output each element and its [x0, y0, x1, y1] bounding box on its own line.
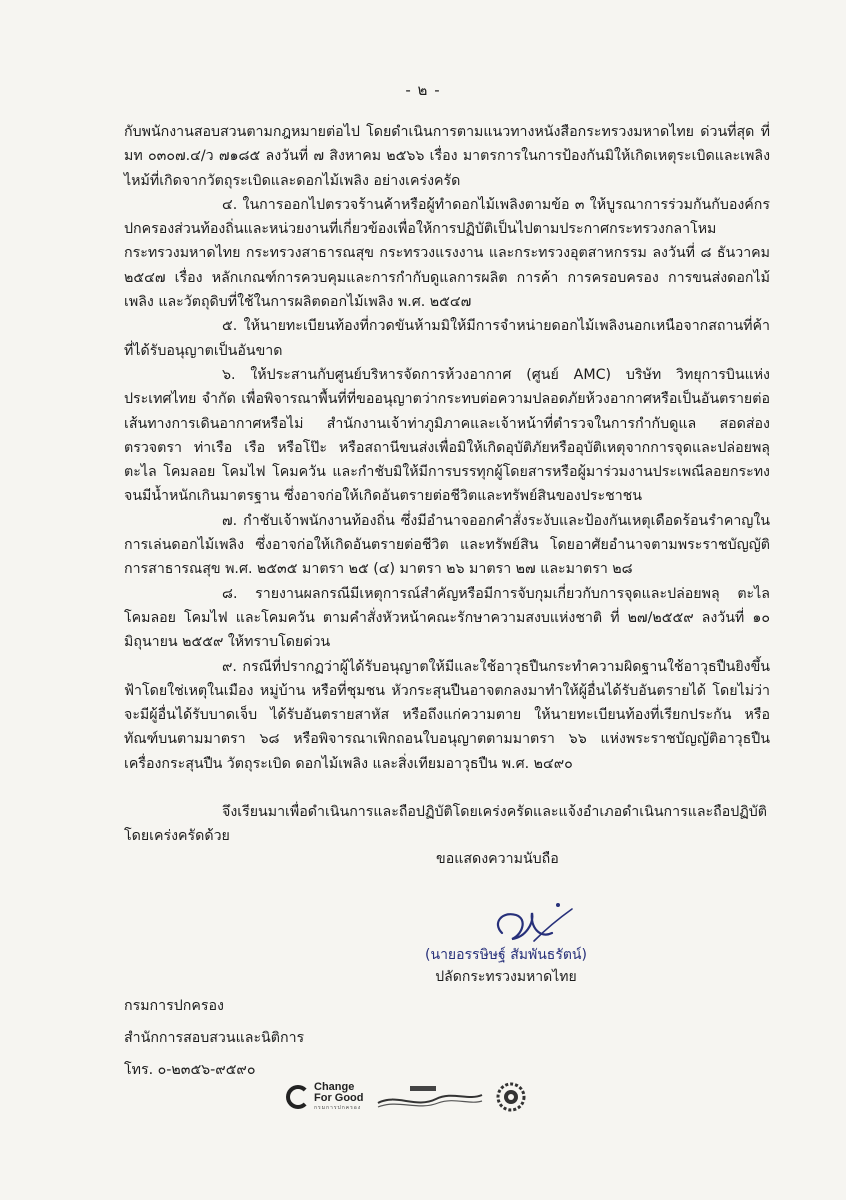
- wave-logo-icon: [376, 1083, 484, 1111]
- paragraph-continuation: กับพนักงานสอบสวนตามกฎหมายต่อไป โดยดำเนินการตามแนวทางหนังสือกระทรวงมหาดไทย ด่วนที่สุด ที่ มท ๐๓๐๗.๔/ว ๗๑๘๕ ลงวันที่ ๗ สิงหาคม ๒๕๖๖ เรื่อง มาตรการในการป้องกันมิให้เกิดเหตุระเบิดและเพลิงไหม้ที่เกิดจากวัตถุระเบิดและดอกไม้เพลิง อย่างเคร่งครัด: [124, 124, 770, 189]
- paragraph-item-4: ๔. ในการออกไปตรวจร้านค้าหรือผู้ทำดอกไม้เพลิงตามข้อ ๓ ให้บูรณาการร่วมกันกับองค์กรปกครองส่วนท้องถิ่นและหน่วยงานที่เกี่ยวข้องเพื่อให้การปฏิบัติเป็นไปตามประกาศกระทรวงกลาโหม กระทรวงมหาดไทย กระทรวงสาธารณสุข กระทรวงแรงงาน และกระทรวงอุตสาหกรรม ลงวันที่ ๘ ธันวาคม ๒๕๔๗ เรื่อง หลักเกณฑ์การควบคุมและการกำกับดูแลการผลิต การค้า การครอบครอง การขนส่งดอกไม้เพลิง และวัตถุดิบที่ใช้ในการผลิตดอกไม้เพลิง พ.ศ. ๒๕๔๗: [124, 196, 770, 311]
- paragraph-item-8: ๘. รายงานผลกรณีมีเหตุการณ์สำคัญหรือมีการจับกุมเกี่ยวกับการจุดและปล่อยพลุ ตะไล โคมลอย โคมไฟ และโคมควัน ตามคำสั่งหัวหน้าคณะรักษาความสงบแห่งชาติ ที่ ๒๗/๒๕๕๙ ลงวันที่ ๑๐ มิถุนายน ๒๕๕๙ ให้ทราบโดยด่วน: [124, 585, 770, 651]
- paragraph-item-9: ๙. กรณีที่ปรากฏว่าผู้ได้รับอนุญาตให้มีและใช้อาวุธปืนกระทำความผิดฐานใช้อาวุธปืนยิงขึ้นฟ้าโดยใช่เหตุในเมือง หมู่บ้าน หรือที่ชุมชน หัวกระสุนปืนอาจตกลงมาทำให้ผู้อื่นได้รับอันตรายได้ โดยไม่ว่าจะมีผู้อื่นได้รับบาดเจ็บ ได้รับอันตรายสาหัส หรือถึงแก่ความตาย ให้นายทะเบียนท้องที่เรียกประกัน หรือทัณฑ์บนตามมาตรา ๖๘ หรือพิจารณาเพิกถอนใบอนุญาตตามมาตรา ๖๖ แห่งพระราชบัญญัติอาวุธปืน เครื่องกระสุนปืน วัตถุระเบิด ดอกไม้เพลิง และสิ่งเทียมอาวุธปืน พ.ศ. ๒๔๙๐: [124, 658, 770, 772]
- page-number: - ๒ -: [405, 81, 441, 99]
- signer-name: (นายอรรษิษฐ์ สัมพันธรัตน์): [425, 947, 587, 963]
- department-office: สำนักการสอบสวนและนิติการ: [124, 1030, 305, 1046]
- seal-logo-icon: [496, 1082, 526, 1112]
- paragraph-item-6: ๖. ให้ประสานกับศูนย์บริหารจัดการห้วงอากาศ (ศูนย์ AMC) บริษัท วิทยุการบินแห่งประเทศไทย จำกัด เพื่อพิจารณาพื้นที่ที่ขออนุญาตว่ากระทบต่อความปลอดภัยห้วงอากาศหรือเป็นอันตรายต่อเส้นทางการเดินอากาศหรือไม่ สำนักงานเจ้าท่าภูมิภาคและเจ้าหน้าที่ตำรวจในการกำกับดูแล สอดส่อง ตรวจตรา ท่าเรือ เรือ หรือโป๊ะ หรือสถานีขนส่งเพื่อมิให้เกิดอุบัติภัยหรืออุบัติเหตุจากการจุดและปล่อยพลุ ตะไล โคมลอย โคมไฟ โคมควัน และกำชับมิให้มีการบรรทุกผู้โดยสารหรือผู้มาร่วมงานประเพณีลอยกระทงจนมีน้ำหนักเกินมาตรฐาน ซึ่งอาจก่อให้เกิดอันตรายต่อชีวิตและทรัพย์สินของประชาชน: [124, 366, 770, 505]
- paragraph-item-5: ๕. ให้นายทะเบียนท้องที่กวดขันห้ามมิให้มีการจำหน่ายดอกไม้เพลิงนอกเหนือจากสถานที่ค้าที่ได้รับอนุญาตเป็นอันขาด: [124, 318, 770, 359]
- footer-logos: [286, 1080, 526, 1114]
- paragraph-item-7: ๗. กำชับเจ้าพนักงานท้องถิ่น ซึ่งมีอำนาจออกคำสั่งระงับและป้องกันเหตุเดือดร้อนรำคาญในการเล่นดอกไม้เพลิง ซึ่งอาจก่อให้เกิดอันตรายต่อชีวิต และทรัพย์สิน โดยอาศัยอำนาจตามพระราชบัญญัติการสาธารณสุข พ.ศ. ๒๕๓๕ มาตรา ๒๕ (๔) มาตรา ๒๖ มาตรา ๒๗ และมาตรา ๒๘: [124, 512, 770, 578]
- letter-body: [124, 120, 770, 849]
- closing-salutation: ขอแสดงความนับถือ: [436, 851, 559, 867]
- department-phone: โทร. ๐-๒๓๕๖-๙๕๙๐: [124, 1062, 256, 1078]
- signer-position: ปลัดกระทรวงมหาดไทย: [435, 969, 577, 985]
- change-for-good-icon: [286, 1085, 310, 1109]
- paragraph-request: จึงเรียนมาเพื่อดำเนินการและถือปฏิบัติโดยเคร่งครัดและแจ้งอำเภอดำเนินการและถือปฏิบัติโดยเคร่งครัดด้วย: [124, 804, 768, 845]
- change-for-good-logo: Change For Good กรมการปกครอง: [286, 1082, 364, 1112]
- department-name: กรมการปกครอง: [124, 998, 224, 1014]
- signer-block: [421, 944, 591, 988]
- department-block: [124, 990, 304, 1086]
